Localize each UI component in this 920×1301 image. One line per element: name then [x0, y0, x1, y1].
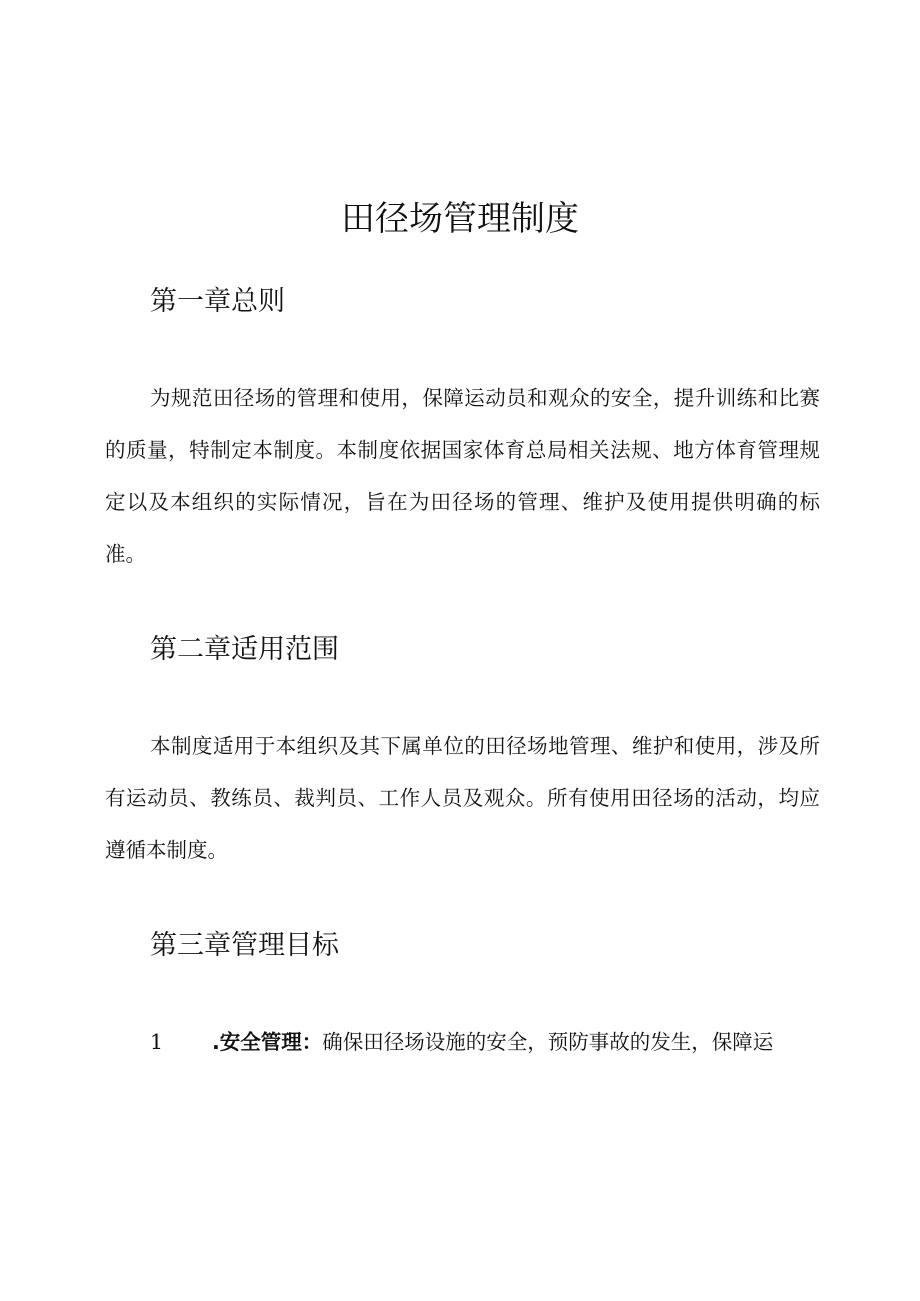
chapter-2-heading: 第二章适用范围	[150, 634, 339, 665]
list-item-text: 确保田径场设施的安全，预防事故的发生，保障运	[322, 1030, 774, 1054]
chapter-3-heading: 第三章管理目标	[150, 930, 339, 961]
chapter-1-heading: 第一章总则	[150, 286, 285, 317]
chapter-2-paragraph: 本制度适用于本组织及其下属单位的田径场地管理、维护和使用，涉及所有运动员、教练员、裁判员、工作人员及观众。所有使用田径场的活动，均应遵循本制度。	[105, 734, 820, 862]
management-goal-item-1	[150, 1022, 830, 1062]
list-item-term: .安全管理：	[212, 1030, 323, 1054]
list-item-number: 1	[150, 1030, 164, 1054]
chapter-1-paragraph: 为规范田径场的管理和使用，保障运动员和观众的安全，提升训练和比赛的质量，特制定本制度。本制度依据国家体育总局相关法规、地方体育管理规定以及本组织的实际情况，旨在为田径场的管理、维护及使用提供明确的标准。	[105, 386, 820, 566]
document-title: 田径场管理制度	[341, 198, 579, 239]
